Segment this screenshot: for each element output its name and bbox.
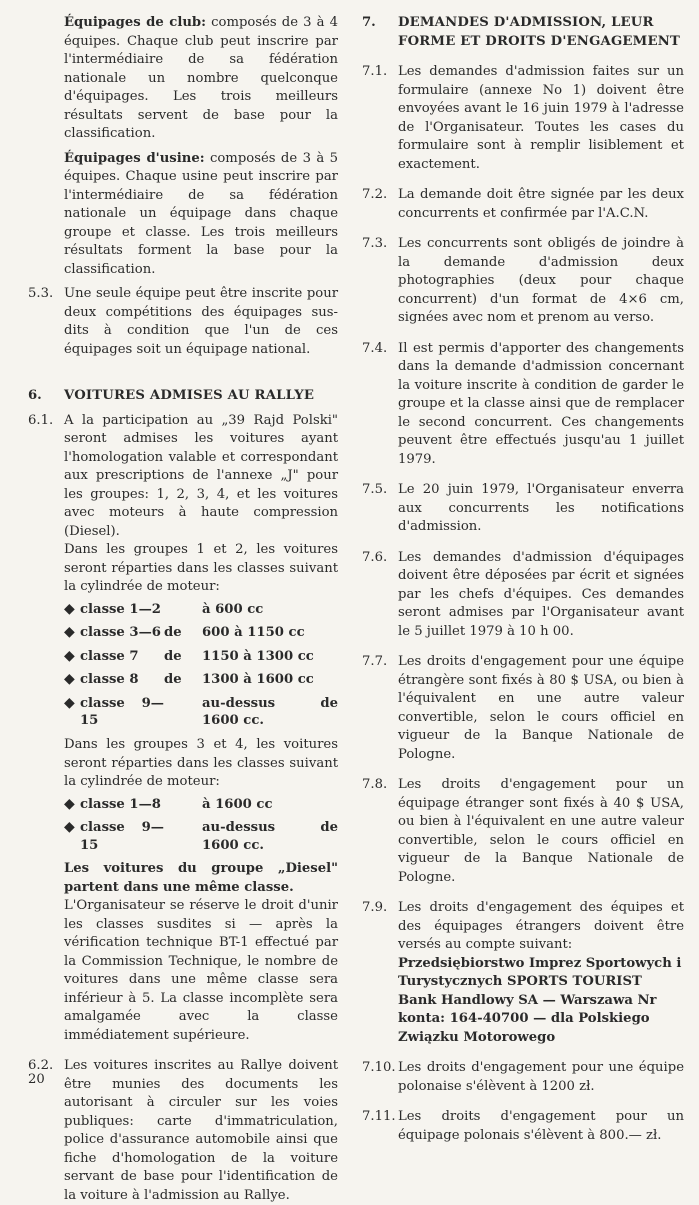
section-7-8	[362, 776, 684, 887]
diamond-bullet-icon: ◆	[64, 819, 75, 836]
section-number: 7.2.	[362, 187, 388, 202]
section-7-4	[362, 340, 684, 470]
bank-details: Przedsiębiorstwo Imprez Sportowych i Turystycznych SPORTS TOURIST Bank Handlowy SA — Warszawa Nr konta: 164-40700 — dla Polskiego Związku Motorowego	[398, 955, 682, 1045]
class-name: classe 3—6	[80, 625, 161, 641]
section-7-heading	[362, 14, 684, 51]
section-number: 7.4.	[362, 340, 388, 356]
factory-teams-title: Équipages d'usine:	[64, 150, 205, 166]
section-5-3	[28, 285, 338, 359]
class-name: classe 9—15	[80, 695, 164, 729]
class-range: 1300 à 1600 cc	[202, 672, 314, 688]
diesel-note: Les voitures du groupe „Diesel" partent dans une même classe.	[64, 861, 338, 895]
class-row	[64, 695, 338, 730]
class-row	[64, 601, 338, 619]
class-name: classe 1—8	[80, 796, 161, 812]
diamond-bullet-icon: ◆	[64, 600, 75, 617]
section-7-11	[362, 1108, 684, 1145]
section-6-1	[28, 412, 338, 1046]
section-number: 5.3.	[28, 286, 54, 301]
class-range: à 1600 cc	[202, 796, 273, 812]
section-text: Une seule équipe peut être inscrite pour deux compétitions des équipages sus-dits à condition que l'un de ces équipages soit un équipage national.	[64, 286, 338, 357]
section-7-5	[362, 481, 684, 537]
section-7-7	[362, 653, 684, 764]
section-text: L'Organisateur se réserve le droit d'unir les classes susdites si — après la vérification technique BT-1 effectué par la Commission Technique, le nombre de voitures dans une même classe sera inférieur à 5. La classe incomplète sera amalgamée avec la classe immédiatement supérieure.	[64, 898, 338, 1043]
section-7-3	[362, 235, 684, 328]
section-6-2	[28, 1057, 338, 1205]
class-row	[64, 819, 338, 854]
class-prefix	[164, 695, 202, 730]
class-prefix	[164, 819, 202, 854]
diamond-bullet-icon: ◆	[64, 795, 75, 812]
class-name: classe 1—2	[80, 601, 161, 617]
section-number: 7.	[362, 15, 376, 30]
section-number: 7.7.	[362, 654, 388, 669]
section-text: A la participation au „39 Rajd Polski" seront admises les voitures ayant l'homologation valable et correspondant aux prescriptions de l'annexe „J" pour les groupes: 1, 2, 3, 4, et les voitures avec moteurs à haute compression (Diesel).	[64, 412, 338, 539]
club-teams-title: Équipages de club:	[64, 15, 207, 30]
left-column	[28, 14, 338, 1205]
right-column	[362, 14, 684, 1145]
class-row	[64, 671, 338, 689]
diamond-bullet-icon: ◆	[64, 694, 75, 711]
class-name: classe 9—15	[80, 820, 164, 853]
section-number: 7.6.	[362, 549, 388, 565]
class-prefix	[164, 796, 202, 814]
section-number: 7.3.	[362, 236, 388, 251]
section-text: Les demandes d'admission faites sur un formulaire (annexe No 1) doivent être envoyées avant le 16 juin 1979 à l'adresse de l'Organisateur. Toutes les cases du formulaire sont à remplir lisiblement et exactement.	[398, 64, 684, 172]
class-range: au-dessus de 1600 cc.	[202, 820, 338, 853]
section-text: Les demandes d'admission d'équipages doivent être déposées par écrit et signées par les chefs d'équipes. Ces demandes seront admises par l'Organisateur avant le 5 juillet 1979 à 10 h 00.	[398, 549, 684, 639]
section-text: Les droits d'engagement pour un équipage polonais s'élèvent à 800.— zł.	[398, 1109, 684, 1143]
section-text: Le 20 juin 1979, l'Organisateur enverra aux concurrents les notifications d'admission.	[398, 482, 684, 534]
club-teams-paragraph	[64, 14, 338, 144]
club-teams-text: composés de 3 à 4 équipes. Chaque club peut inscrire par l'intermédiaire de sa fédération nationale un nombre quelconque d'équipages. Les trois meilleurs résultats servent de base pour la classification.	[64, 15, 338, 141]
section-text: Les concurrents sont obligés de joindre à la demande d'admission deux photographies (deux pour chaque concurrent) d'un format de 4×6 cm, signées avec nom et prenom au verso.	[398, 236, 684, 325]
diamond-bullet-icon: ◆	[64, 624, 75, 641]
section-number: 7.1.	[362, 64, 388, 79]
class-row	[64, 796, 338, 814]
class-prefix	[164, 601, 202, 619]
section-number: 7.5.	[362, 482, 388, 497]
class-prefix: de	[164, 672, 182, 688]
section-7-2	[362, 186, 684, 223]
section-text: Les droits d'engagement pour un équipage étranger sont fixés à 40 $ USA, ou bien à l'équivalent en une autre valeur convertible, selon le cours officiel en vigueur de la Banque Nationale de Pologne.	[398, 777, 684, 885]
class-row	[64, 648, 338, 666]
factory-teams-text: composés de 3 à 5 équipes. Chaque usine peut inscrire par l'intermédiaire de sa fédération nationale un équipage dans chaque groupe et classe. Les trois meilleurs résultats forment la base pour la classification.	[64, 150, 338, 277]
class-range: à 600 cc	[202, 601, 264, 617]
class-prefix: de	[164, 648, 182, 664]
section-text: Les droits d'engagement des équipes et des équipages étrangers doivent être versés au compte suivant:	[398, 900, 684, 952]
section-text: Les voitures inscrites au Rallye doivent être munies des documents les autorisant à circuler sur les voies publiques: carte d'immatriculation, police d'assurance automobile ainsi que fiche d'homologation de la voiture servant de base pour l'identification de la voiture à l'admission au Rallye.	[64, 1058, 338, 1203]
section-number: 7.11.	[362, 1109, 396, 1124]
section-number: 7.10.	[362, 1060, 396, 1075]
section-7-10	[362, 1059, 684, 1096]
section-number: 6.	[28, 388, 42, 403]
diamond-bullet-icon: ◆	[64, 647, 75, 664]
section-text: Les droits d'engagement pour une équipe polonaise s'élèvent à 1200 zł.	[398, 1060, 684, 1094]
class-name: classe 7	[80, 648, 139, 664]
factory-teams-paragraph	[64, 150, 338, 280]
section-7-6	[362, 549, 684, 642]
section-number: 6.1.	[28, 412, 54, 428]
section-text: Les droits d'engagement pour une équipe étrangère sont fixés à 80 $ USA, ou bien à l'équivalent en une autre valeur convertible, selon le cours officiel en vigueur de la Banque Nationale de Pologne.	[398, 654, 684, 762]
section-title: VOITURES ADMISES AU RALLYE	[64, 388, 315, 403]
section-7-1	[362, 63, 684, 174]
section-7-9	[362, 899, 684, 1047]
class-range: 1150 à 1300 cc	[202, 648, 314, 664]
section-text: Dans les groupes 1 et 2, les voitures seront réparties dans les classes suivant la cylindrée de moteur:	[64, 542, 338, 594]
class-list-groups-3-4	[64, 796, 338, 855]
class-prefix: de	[164, 625, 182, 641]
section-6-heading	[28, 387, 338, 406]
section-text: Il est permis d'apporter des changements dans la demande d'admission concernant la voiture inscrite à condition de garder le groupe et la classe ainsi que de remplacer le second concurrent. Ces changements peuvent être effectués jusqu'au 1 juillet 1979.	[398, 340, 684, 467]
class-list-groups-1-2	[64, 601, 338, 731]
section-text: Dans les groupes 3 et 4, les voitures seront réparties dans les classes suivant la cylindrée de moteur:	[64, 737, 338, 790]
section-number: 6.2.	[28, 1058, 54, 1074]
diamond-bullet-icon: ◆	[64, 671, 75, 688]
section-number: 7.8.	[362, 777, 388, 792]
section-text: La demande doit être signée par les deux concurrents et confirmée par l'A.C.N.	[398, 187, 684, 221]
class-range: 600 à 1150 cc	[202, 625, 305, 641]
page-number: 20	[28, 1072, 45, 1087]
class-range: au-dessus de 1600 cc.	[202, 695, 338, 729]
section-number: 7.9.	[362, 900, 388, 915]
class-name: classe 8	[80, 672, 139, 688]
section-title: DEMANDES D'ADMISSION, LEUR FORME ET DROITS D'ENGAGEMENT	[398, 15, 680, 49]
class-row	[64, 624, 338, 642]
